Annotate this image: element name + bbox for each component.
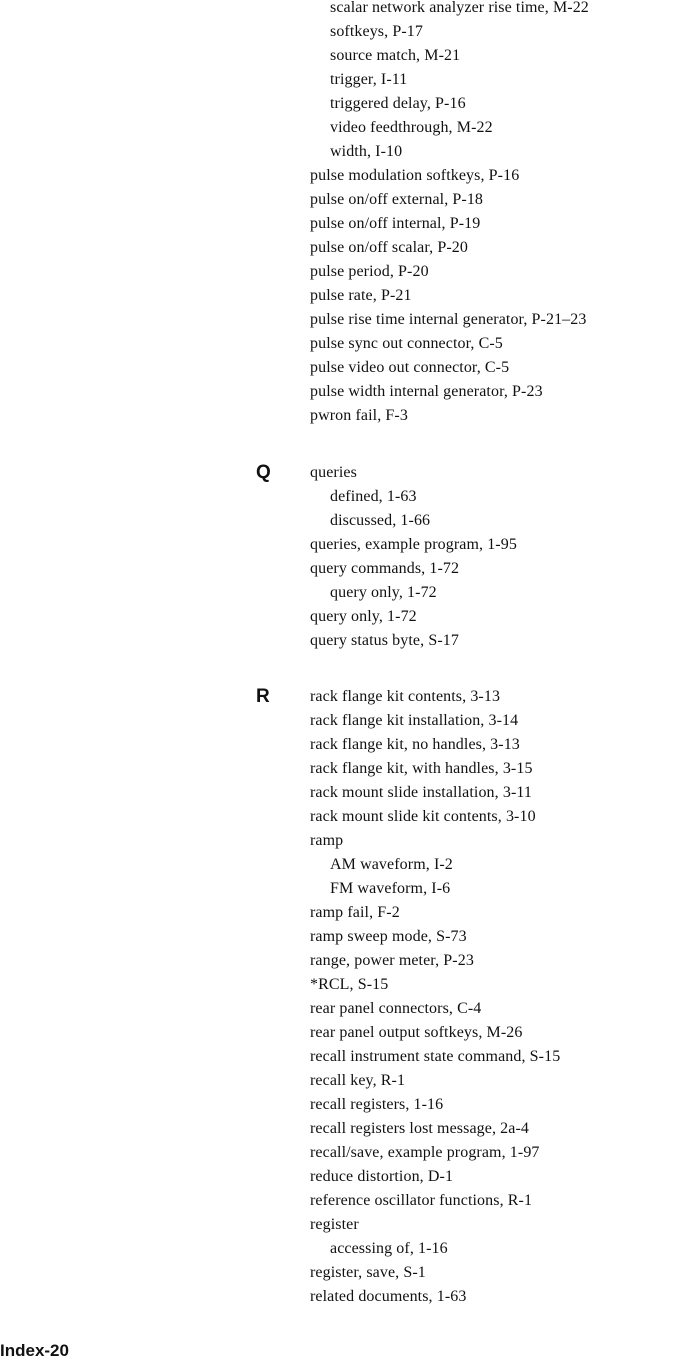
index-entry: rear panel output softkeys, M-26 bbox=[310, 1024, 523, 1041]
index-subentry: source match, M-21 bbox=[330, 47, 461, 64]
index-entry: register, save, S-1 bbox=[310, 1264, 426, 1281]
index-entry: pulse modulation softkeys, P-16 bbox=[310, 167, 520, 184]
index-entry: rack flange kit installation, 3-14 bbox=[310, 712, 519, 729]
index-entry: recall/save, example program, 1-97 bbox=[310, 1144, 540, 1161]
index-subentry: video feedthrough, M-22 bbox=[330, 119, 493, 136]
entry-list bbox=[310, 461, 517, 653]
index-entry: recall key, R-1 bbox=[310, 1072, 406, 1089]
index-subentry: defined, 1-63 bbox=[330, 488, 417, 505]
index-entry: ramp sweep mode, S-73 bbox=[310, 928, 467, 945]
index-entry: ramp bbox=[310, 832, 344, 849]
index-entry: recall instrument state command, S-15 bbox=[310, 1048, 561, 1065]
section-letter-q: Q bbox=[256, 462, 271, 483]
index-entry: pulse width internal generator, P-23 bbox=[310, 383, 543, 400]
index-subentry: softkeys, P-17 bbox=[330, 23, 423, 40]
index-subentry: AM waveform, I-2 bbox=[330, 856, 453, 873]
index-entry: ramp fail, F-2 bbox=[310, 904, 400, 921]
index-subentry: width, I-10 bbox=[330, 143, 403, 160]
index-entry: pulse on/off external, P-18 bbox=[310, 191, 484, 208]
index-entry: pulse on/off scalar, P-20 bbox=[310, 239, 468, 256]
section-letter-r: R bbox=[256, 686, 270, 707]
index-entry: queries bbox=[310, 464, 357, 481]
index-entry: pwron fail, F-3 bbox=[310, 407, 408, 424]
index-entry: reduce distortion, D-1 bbox=[310, 1168, 454, 1185]
index-subentry: accessing of, 1-16 bbox=[330, 1240, 448, 1257]
index-subentry: query only, 1-72 bbox=[330, 584, 437, 601]
index-subentry: scalar network analyzer rise time, M-22 bbox=[330, 0, 589, 16]
index-entry: query commands, 1-72 bbox=[310, 560, 460, 577]
index-entry: pulse rate, P-21 bbox=[310, 287, 412, 304]
index-subentry: discussed, 1-66 bbox=[330, 512, 431, 529]
entry-list bbox=[310, 0, 589, 428]
index-entry: query only, 1-72 bbox=[310, 608, 417, 625]
index-entry: pulse on/off internal, P-19 bbox=[310, 215, 481, 232]
index-entry: rack mount slide installation, 3-11 bbox=[310, 784, 532, 801]
index-entry: register bbox=[310, 1216, 359, 1233]
index-entry: related documents, 1-63 bbox=[310, 1288, 467, 1305]
index-entry: pulse sync out connector, C-5 bbox=[310, 335, 503, 352]
index-entry: range, power meter, P-23 bbox=[310, 952, 474, 969]
index-entry: recall registers lost message, 2a-4 bbox=[310, 1120, 529, 1137]
index-entry: *RCL, S-15 bbox=[310, 976, 389, 993]
index-entry: reference oscillator functions, R-1 bbox=[310, 1192, 533, 1209]
index-entry: pulse rise time internal generator, P-21–23 bbox=[310, 311, 587, 328]
index-entry: rack flange kit contents, 3-13 bbox=[310, 688, 501, 705]
index-entry: queries, example program, 1-95 bbox=[310, 536, 517, 553]
page-number: Index-20 bbox=[0, 1341, 69, 1360]
index-entry: pulse period, P-20 bbox=[310, 263, 429, 280]
index-subentry: FM waveform, I-6 bbox=[330, 880, 451, 897]
index-entry: rear panel connectors, C-4 bbox=[310, 1000, 482, 1017]
index-entry: query status byte, S-17 bbox=[310, 632, 459, 649]
entry-list bbox=[310, 685, 560, 1309]
index-subentry: triggered delay, P-16 bbox=[330, 95, 466, 112]
index-entry: rack flange kit, no handles, 3-13 bbox=[310, 736, 520, 753]
index-subentry: trigger, I-11 bbox=[330, 71, 408, 88]
index-entry: recall registers, 1-16 bbox=[310, 1096, 444, 1113]
index-entry: rack flange kit, with handles, 3-15 bbox=[310, 760, 533, 777]
index-entry: rack mount slide kit contents, 3-10 bbox=[310, 808, 536, 825]
index-entry: pulse video out connector, C-5 bbox=[310, 359, 510, 376]
